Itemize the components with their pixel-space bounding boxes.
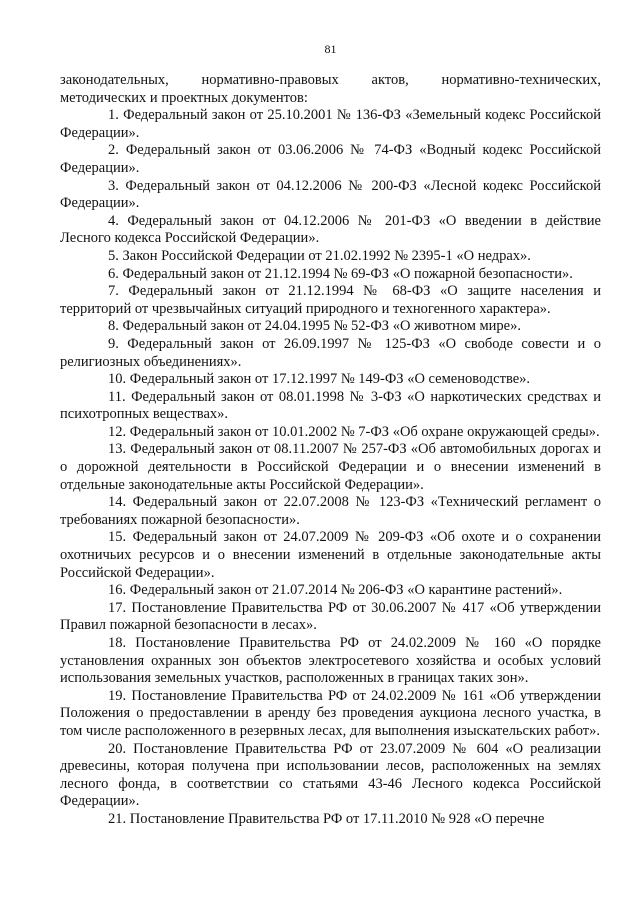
list-item: 10. Федеральный закон от 17.12.1997 № 149-ФЗ «О семеноводстве». [108,371,531,388]
list-item: 9. Федеральный закон от 26.09.1997 № 125-ФЗ «О свободе совести и о религиозных объединениях». [60,335,601,370]
list-item: 16. Федеральный закон от 21.07.2014 № 206-ФЗ «О карантине растений». [108,582,563,599]
list-item: 6. Федеральный закон от 21.12.1994 № 69-ФЗ «О пожарной безопасности». [108,265,573,282]
list-item: 4. Федеральный закон от 04.12.2006 № 201-ФЗ «О введении в действие Лесного кодекса Российской Федерации». [60,212,601,247]
list-item: 8. Федеральный закон от 24.04.1995 № 52-ФЗ «О животном мире». [108,318,521,335]
list-item: 3. Федеральный закон от 04.12.2006 № 200-ФЗ «Лесной кодекс Российской Федерации». [60,177,601,212]
list-item: 21. Постановление Правительства РФ от 17.11.2010 № 928 «О перечне [108,810,545,827]
list-item: 1. Федеральный закон от 25.10.2001 № 136-ФЗ «Земельный кодекс Российской Федерации». [60,107,601,141]
list-item: 18. Постановление Правительства РФ от 24.02.2009 № 160 «О порядке установления охранных зон объектов электросетевого хозяйства и особых условий использования земельных участков, расположенных в границах таких зон». [60,635,601,687]
list-item: 7. Федеральный закон от 21.12.1994 № 68-ФЗ «О защите населения и территорий от чрезвычайных ситуаций природного и техногенного характера». [60,283,601,317]
list-item: 13. Федеральный закон от 08.11.2007 № 257-ФЗ «Об автомобильных дорогах и о дорожной деятельности в Российской Федерации и о внесении изменений в отдельные законодательные акты Российской Федерации». [60,441,601,493]
list-item: 15. Федеральный закон от 24.07.2009 № 209-ФЗ «Об охоте и о сохранении охотничьих ресурсов и о внесении изменений в отдельные законодательные акты Российской Федерации». [60,529,601,581]
list-item: 11. Федеральный закон от 08.01.1998 № 3-ФЗ «О наркотических средствах и психотропных веществах». [60,388,601,423]
page-number: 81 [324,42,337,56]
list-item: 14. Федеральный закон от 22.07.2008 № 123-ФЗ «Технический регламент о требованиях пожарной безопасности». [60,494,601,528]
list-item: 17. Постановление Правительства РФ от 30.06.2007 № 417 «Об утверждении Правил пожарной безопасности в лесах». [60,599,601,634]
list-item: 2. Федеральный закон от 03.06.2006 № 74-ФЗ «Водный кодекс Российской Федерации». [60,142,601,176]
list-item: 20. Постановление Правительства РФ от 23.07.2009 № 604 «О реализации древесины, которая получена при использовании лесов, расположенных на землях лесного фонда, в соответствии со статьями 43-46 Лесного кодекса Российской Федерации». [60,740,601,810]
list-item: 12. Федеральный закон от 10.01.2002 № 7-ФЗ «Об охране окружающей среды». [108,423,600,440]
list-item: 19. Постановление Правительства РФ от 24.02.2009 № 161 «Об утверждении Положения о предоставлении в аренду без проведения аукциона лесного участка, в том числе расположенного в резервных лесах, для выполнения изыскательских работ». [60,687,601,739]
list-item: 5. Закон Российской Федерации от 21.02.1992 № 2395-1 «О недрах». [108,247,531,264]
document-body [60,72,601,829]
intro-paragraph: законодательных, нормативно-правовых актов, нормативно-технических, методических и проектных документов: [60,72,601,106]
